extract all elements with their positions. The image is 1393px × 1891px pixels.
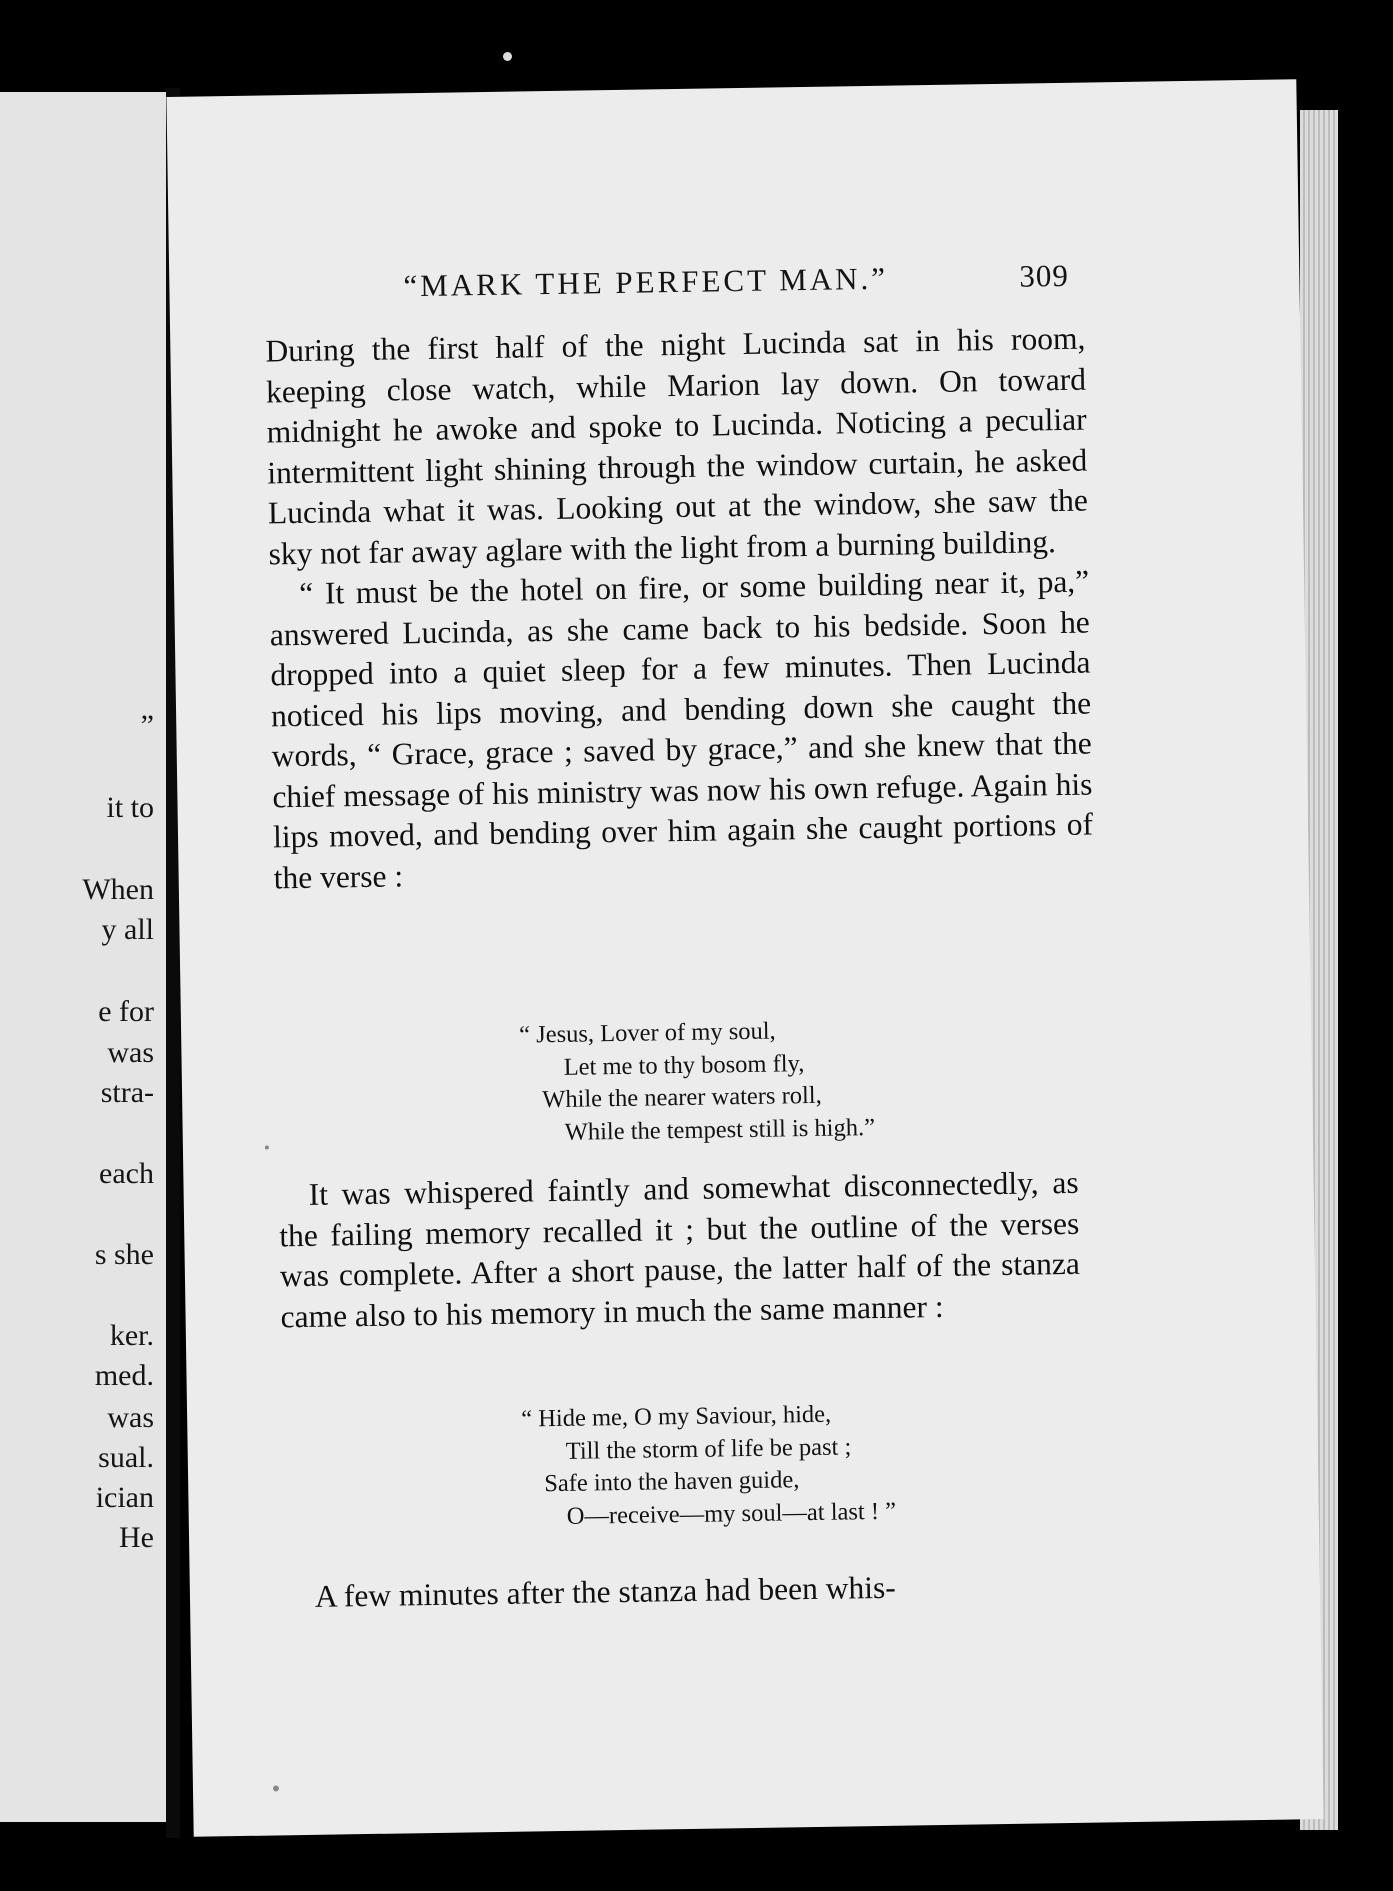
verse-line: Safe into the haven guide, bbox=[544, 1466, 800, 1498]
body-text bbox=[278, 1163, 1080, 1338]
body-text bbox=[285, 1565, 1086, 1618]
verse-line: While the tempest still is high.” bbox=[564, 1113, 876, 1146]
left-page-fragment: y all bbox=[101, 913, 154, 946]
running-head: “MARK THE PERFECT MAN.” bbox=[403, 260, 889, 304]
paragraph: “ It must be the hotel on fire, or some building near it, pa,” answered Lucinda, as she came back to his bedside. Soon he dropped into a quiet sleep for a few minutes. Then Lucinda noticed his lips moving, and bending down she caught the words, “ Grace, grace ; saved by grace,” and she knew that the chief message of his ministry was now his own refuge. Again his lips moved, and bending over him again she caught portions of the verse : bbox=[269, 563, 1094, 895]
verse-stanza bbox=[521, 1398, 896, 1534]
verse-line: While the nearer waters roll, bbox=[541, 1081, 822, 1114]
page-number: 309 bbox=[1019, 257, 1070, 294]
left-page-fragment: it to bbox=[106, 791, 154, 824]
left-page-fragment: e for bbox=[98, 995, 154, 1028]
paragraph: During the first half of the night Lucinda sat in his room, keeping close watch, while Marion lay down. On toward midnight he awoke and spoke to Lucinda. Noticing a peculiar intermittent light shining through the window curtain, he asked Lucinda what it was. Looking out at the window, she saw the sky not far away aglare with the light from a burning building. bbox=[265, 320, 1089, 571]
left-page-fragment: stra- bbox=[100, 1076, 154, 1109]
left-page-fragment: ” bbox=[140, 709, 154, 742]
scan-speck bbox=[503, 52, 512, 61]
paragraph: It was whispered faintly and somewhat disconnectedly, as the failing memory recalled it ; but the outline of the verses was complete. After a short pause, the latter half of the stanza came also to his memory in much the same manner : bbox=[279, 1164, 1081, 1334]
body-text bbox=[265, 319, 1094, 899]
left-page-fragment: ker. bbox=[109, 1319, 154, 1352]
left-page-fragment: ician bbox=[95, 1481, 154, 1514]
left-page-fragment: He bbox=[119, 1521, 154, 1554]
left-page-fragment: med. bbox=[94, 1359, 154, 1392]
paragraph: A few minutes after the stanza had been whis- bbox=[314, 1569, 896, 1614]
left-page-fragment: was bbox=[107, 1036, 154, 1069]
left-page-fragment: each bbox=[99, 1157, 154, 1190]
verse-line: Let me to thy bosom fly, bbox=[563, 1049, 805, 1081]
left-page-fragment: s she bbox=[94, 1238, 154, 1271]
left-facing-page bbox=[0, 92, 166, 1822]
verse-line: “ Jesus, Lover of my soul, bbox=[518, 1017, 776, 1049]
left-page-fragment: sual. bbox=[98, 1441, 154, 1474]
verse-line: O—receive—my soul—at last ! ” bbox=[566, 1497, 897, 1530]
right-page bbox=[166, 79, 1323, 1837]
scan-speck bbox=[265, 1146, 269, 1150]
verse-stanza bbox=[519, 1014, 875, 1150]
left-page-fragment: was bbox=[107, 1401, 154, 1434]
verse-line: “ Hide me, O my Saviour, hide, bbox=[521, 1400, 832, 1433]
left-page-fragment: When bbox=[82, 873, 154, 906]
verse-line: Till the storm of life be past ; bbox=[565, 1432, 852, 1465]
scan-speck bbox=[273, 1785, 279, 1791]
